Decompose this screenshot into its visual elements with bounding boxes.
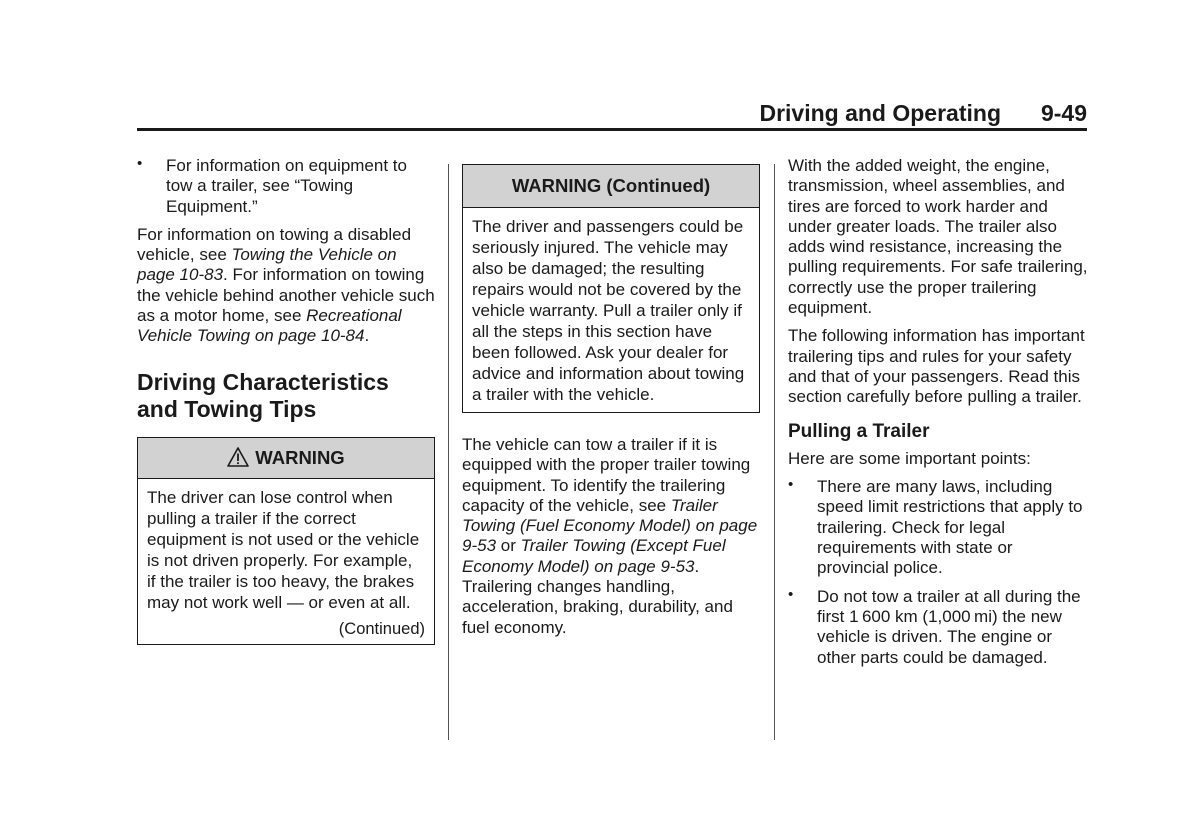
column-2: [462, 164, 760, 646]
column-3: [788, 156, 1088, 676]
bullet-icon: •: [788, 476, 794, 494]
cross-reference: Trailer Towing (Except Fuel Economy Model) on page 9-53: [462, 536, 726, 576]
paragraph: For information on towing a disabled vehicle, see Towing the Vehicle on page 10-83. For information on towing the vehicle behind another vehicle such as a motor home, see Recreational Vehicle Towing on page 10-84.: [137, 224, 435, 346]
cross-reference: Trailer Towing (Fuel Economy Model) on page 9-53: [462, 495, 758, 556]
warning-header: WARNING (Continued): [463, 165, 759, 208]
paragraph: Here are some important points:: [788, 448, 1031, 468]
subsection-heading: Pulling a Trailer: [788, 420, 930, 442]
warning-box-continued: [462, 164, 760, 413]
list-item: • Do not tow a trailer at all during the first 1 600 km (1,000 mi) the new vehicle is driven. The engine or other parts could be damaged.: [788, 585, 1081, 667]
paragraph: With the added weight, the engine, transmission, wheel assemblies, and tires are forced to work harder and under greater loads. The trailer also adds wind resistance, increasing the pulling requirements. For safe trailering, correctly use the proper trailering equipment.: [788, 156, 1088, 318]
paragraph: The following information has important trailering tips and rules for your safety and that of your passengers. Read this section carefully before pulling a trailer.: [788, 326, 1085, 407]
bullet-icon: •: [137, 155, 143, 172]
column-1: [137, 156, 435, 645]
cross-reference: Recreational Vehicle Towing on page 10-84: [137, 306, 402, 346]
warning-header: WARNING: [138, 438, 434, 479]
page-header: [137, 100, 1087, 130]
header-rule: [137, 128, 1087, 131]
column-divider-2: [774, 164, 775, 740]
list-item: • There are many laws, including speed limit restrictions that apply to trailering. Check for legal requirements with state or provincial police.: [788, 476, 1083, 578]
column-divider-1: [448, 164, 449, 740]
section-title: Driving and Operating: [759, 100, 1001, 126]
bullet-icon: •: [788, 585, 794, 603]
cross-reference: Towing the Vehicle on page 10-83: [137, 245, 397, 285]
warning-body: The driver and passengers could be seriously injured. The vehicle may also be damaged; the resulting repairs would not be covered by the vehicle warranty. Pull a trailer only if all the steps in this section have been followed. Ask your dealer for advice and information about towing a trailer with the vehicle.: [472, 217, 745, 404]
warning-triangle-icon: [227, 447, 249, 467]
page-number: 9-49: [1040, 100, 1087, 126]
continued-label: (Continued): [338, 619, 425, 638]
paragraph: The vehicle can tow a trailer if it is equipped with the proper trailer towing equipment. To identify the trailering capacity of the vehicle, see Trailer Towing (Fuel Economy Model) on page 9-53 or Trailer Towing (Except Fuel Economy Model) on page 9-53. Trailering changes handling, acceleration, braking, durability, and fuel economy.: [462, 435, 758, 637]
section-heading: Driving Characteristics and Towing Tips: [137, 368, 389, 422]
warning-box: [137, 437, 435, 645]
list-item: • For information on equipment to tow a trailer, see “Towing Equipment.”: [137, 155, 407, 216]
warning-body: The driver can lose control when pulling a trailer if the correct equipment is not used or the vehicle is not driven properly. For example, if the trailer is too heavy, the brakes may not work well — or even at all. (Continued): [147, 487, 425, 638]
